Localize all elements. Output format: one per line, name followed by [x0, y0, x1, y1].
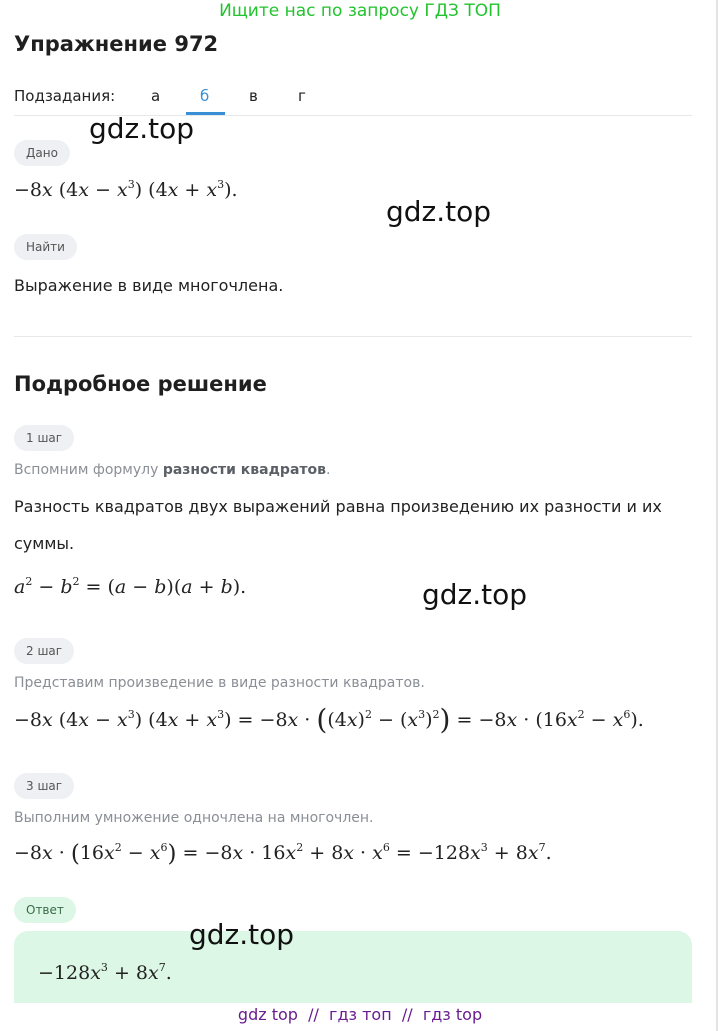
tab-g[interactable]: г — [298, 87, 306, 105]
step-3-expression: $-8x \cdot (16x^2 - x^6) = -8x \cdot 16x^2 + 8x \cdot x^6 = -128x^3 + 8x^7$. — [14, 841, 552, 867]
divider — [14, 336, 692, 337]
given-expression: −8x $(4x - x^3)$ $(4x + x^3)$. — [14, 178, 238, 201]
step-3-badge: 3 шаг — [14, 773, 74, 799]
footer-separator: // — [308, 1005, 319, 1024]
step-2-badge: 2 шаг — [14, 638, 74, 664]
tab-b[interactable]: б — [200, 87, 210, 105]
subtasks-label: Подзадания: — [14, 87, 116, 105]
tab-a[interactable]: а — [151, 87, 161, 105]
step-3-note: Выполним умножение одночлена на многочлен. — [14, 810, 374, 826]
scrollbar[interactable] — [716, 0, 718, 1031]
step-2-expression: −8x $(4x - x^3)$ $(4x + x^3) = -8x \cdot ((4x)^2 - (x^3)^2) = -8x \cdot (16x^2 - x^6)$. — [14, 703, 644, 736]
watermark: gdz.top — [189, 918, 295, 951]
footer-link-gdz-top-mixed[interactable]: гдз top — [422, 1005, 483, 1024]
given-badge: Дано — [14, 140, 70, 166]
find-text: Выражение в виде многочлена. — [14, 276, 284, 295]
watermark: gdz.top — [89, 112, 195, 145]
footer-separator: // — [401, 1005, 413, 1024]
answer-badge: Ответ — [14, 897, 76, 923]
difference-of-squares-formula: $a^2 - b^2 = (a - b)(a + b)$. — [14, 575, 247, 598]
step-2-note: Представим произведение в виде разности квадратов. — [14, 675, 425, 691]
step-1-text-line2: суммы. — [14, 534, 75, 553]
watermark: gdz.top — [422, 578, 528, 611]
step-1-badge: 1 шаг — [14, 425, 74, 451]
footer-link-gdz-top-ru[interactable]: гдз топ — [329, 1005, 392, 1024]
find-badge: Найти — [14, 234, 77, 260]
answer-expression: $-128x^3 + 8x^7$. — [38, 961, 172, 984]
step-1-text-line1: Разность квадратов двух выражений равна произведению их разности и их — [14, 497, 662, 516]
watermark: gdz.top — [386, 195, 492, 228]
footer-link-gdz-top[interactable]: gdz top — [237, 1005, 298, 1024]
tab-v[interactable]: в — [249, 87, 258, 105]
step-1-note: Вспомним формулу разности квадратов. — [14, 462, 331, 478]
solution-heading: Подробное решение — [14, 372, 267, 396]
search-banner: Ищите нас по запросу ГДЗ ТОП — [219, 1, 501, 21]
footer-links — [0, 1005, 720, 1024]
page-title: Упражнение 972 — [14, 32, 219, 56]
